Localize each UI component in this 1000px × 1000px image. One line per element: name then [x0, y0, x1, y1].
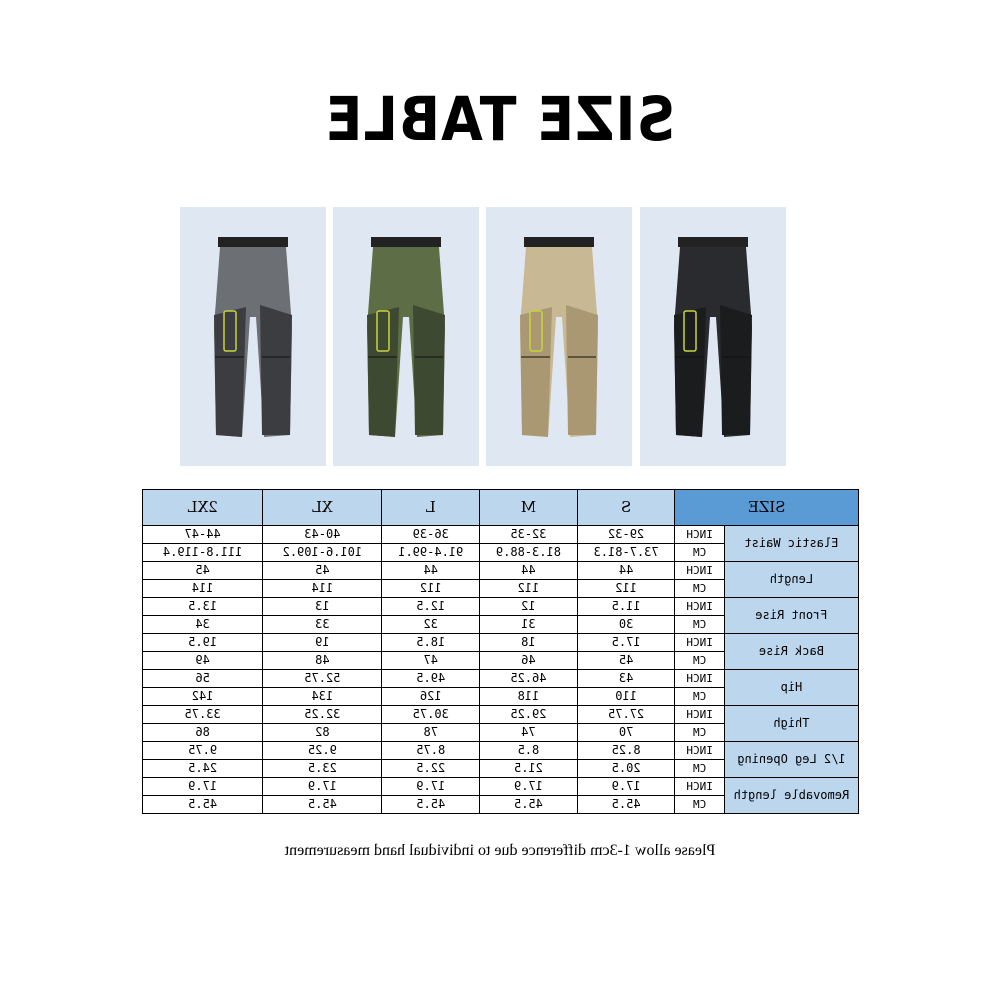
size-column-header: XL [263, 490, 382, 526]
pants-photo-grey [180, 207, 326, 466]
unit-label: CM [675, 544, 724, 562]
size-value-cell: 44 [382, 562, 480, 580]
size-value-cell: 73.7-81.3 [577, 544, 675, 562]
size-value-cell: 9.75 [143, 742, 263, 760]
unit-label: CM [675, 652, 724, 670]
size-value-cell: 21.5 [480, 760, 578, 778]
size-value-cell: 33.75 [143, 706, 263, 724]
size-value-cell: 70 [577, 724, 675, 742]
table-row [143, 742, 859, 760]
size-value-cell: 9.25 [263, 742, 382, 760]
measurement-label: Length [724, 562, 858, 598]
measurement-label: Thigh [724, 706, 858, 742]
unit-label: INCH [675, 706, 724, 724]
measurement-label: Hip [724, 670, 858, 706]
unit-label: CM [675, 796, 724, 814]
size-value-cell: 114 [143, 580, 263, 598]
size-value-cell: 45.5 [577, 796, 675, 814]
size-value-cell: 18 [480, 634, 578, 652]
size-value-cell: 20.5 [577, 760, 675, 778]
size-value-cell: 46.25 [480, 670, 578, 688]
size-value-cell: 17.9 [382, 778, 480, 796]
unit-label: INCH [675, 742, 724, 760]
size-value-cell: 30 [577, 616, 675, 634]
size-column-header: M [480, 490, 578, 526]
unit-label: INCH [675, 634, 724, 652]
size-table-header [143, 490, 859, 526]
pants-photo-green [333, 207, 479, 466]
size-value-cell: 22.5 [382, 760, 480, 778]
size-value-cell: 34 [143, 616, 263, 634]
size-value-cell: 110 [577, 688, 675, 706]
measurement-label: 1/2 Leg Opening [724, 742, 858, 778]
size-table-body [143, 526, 859, 814]
size-value-cell: 48 [263, 652, 382, 670]
size-value-cell: 46 [480, 652, 578, 670]
size-column-header: 2XL [143, 490, 263, 526]
size-value-cell: 81.3-88.9 [480, 544, 578, 562]
table-row [143, 706, 859, 724]
size-value-cell: 112 [480, 580, 578, 598]
measurement-note: Please allow 1-3cm difference due to individual hand measurement [284, 842, 716, 859]
size-value-cell: 47 [382, 652, 480, 670]
size-value-cell: 11.5 [577, 598, 675, 616]
size-value-cell: 13 [263, 598, 382, 616]
size-value-cell: 45 [263, 562, 382, 580]
size-value-cell: 36-39 [382, 526, 480, 544]
size-value-cell: 31 [480, 616, 578, 634]
size-value-cell: 114 [263, 580, 382, 598]
size-value-cell: 30.75 [382, 706, 480, 724]
size-value-cell: 32.25 [263, 706, 382, 724]
size-value-cell: 17.5 [577, 634, 675, 652]
size-value-cell: 112 [382, 580, 480, 598]
size-value-cell: 29.25 [480, 706, 578, 724]
pants-photo-black [640, 207, 786, 466]
unit-label: CM [675, 616, 724, 634]
size-value-cell: 112 [577, 580, 675, 598]
size-value-cell: 82 [263, 724, 382, 742]
page-title: SIZE TABLE [324, 84, 676, 155]
table-row [143, 778, 859, 796]
size-value-cell: 126 [382, 688, 480, 706]
size-table [142, 489, 859, 814]
size-value-cell: 8.75 [382, 742, 480, 760]
measurement-label: Removable length [724, 778, 858, 814]
size-value-cell: 32 [382, 616, 480, 634]
size-value-cell: 45.5 [263, 796, 382, 814]
size-value-cell: 49.5 [382, 670, 480, 688]
unit-label: INCH [675, 598, 724, 616]
table-row [143, 526, 859, 544]
size-value-cell: 56 [143, 670, 263, 688]
unit-label: CM [675, 688, 724, 706]
size-value-cell: 45.5 [480, 796, 578, 814]
table-row [143, 634, 859, 652]
size-value-cell: 8.25 [577, 742, 675, 760]
size-value-cell: 45 [577, 652, 675, 670]
pants-photo-khaki [486, 207, 632, 466]
unit-label: CM [675, 724, 724, 742]
size-value-cell: 8.5 [480, 742, 578, 760]
size-value-cell: 45.5 [143, 796, 263, 814]
size-value-cell: 43 [577, 670, 675, 688]
size-value-cell: 45.5 [382, 796, 480, 814]
size-value-cell: 44 [480, 562, 578, 580]
size-value-cell: 78 [382, 724, 480, 742]
measurement-label: Elastic Waist [724, 526, 858, 562]
size-value-cell: 44-47 [143, 526, 263, 544]
size-value-cell: 74 [480, 724, 578, 742]
size-value-cell: 17.9 [577, 778, 675, 796]
size-value-cell: 52.75 [263, 670, 382, 688]
size-value-cell: 18.5 [382, 634, 480, 652]
size-value-cell: 12.5 [382, 598, 480, 616]
size-value-cell: 13.5 [143, 598, 263, 616]
size-value-cell: 142 [143, 688, 263, 706]
size-value-cell: 40-43 [263, 526, 382, 544]
measurement-label: Back Rise [724, 634, 858, 670]
size-value-cell: 19.5 [143, 634, 263, 652]
size-value-cell: 17.9 [480, 778, 578, 796]
size-value-cell: 24.5 [143, 760, 263, 778]
unit-label: INCH [675, 526, 724, 544]
measurement-label: Front Rise [724, 598, 858, 634]
size-value-cell: 32-35 [480, 526, 578, 544]
size-value-cell: 49 [143, 652, 263, 670]
table-row [143, 670, 859, 688]
unit-label: INCH [675, 562, 724, 580]
size-column-header: S [577, 490, 675, 526]
size-column-header: L [382, 490, 480, 526]
size-value-cell: 91.4-99.1 [382, 544, 480, 562]
size-value-cell: 118 [480, 688, 578, 706]
size-value-cell: 101.6-109.2 [263, 544, 382, 562]
size-value-cell: 17.9 [143, 778, 263, 796]
unit-label: INCH [675, 670, 724, 688]
size-value-cell: 134 [263, 688, 382, 706]
size-value-cell: 12 [480, 598, 578, 616]
table-row [143, 598, 859, 616]
size-value-cell: 111.8-119.4 [143, 544, 263, 562]
size-value-cell: 44 [577, 562, 675, 580]
size-value-cell: 19 [263, 634, 382, 652]
size-value-cell: 27.75 [577, 706, 675, 724]
size-value-cell: 17.9 [263, 778, 382, 796]
unit-label: CM [675, 580, 724, 598]
size-value-cell: 33 [263, 616, 382, 634]
size-value-cell: 29-32 [577, 526, 675, 544]
unit-label: INCH [675, 778, 724, 796]
unit-label: CM [675, 760, 724, 778]
size-value-cell: 86 [143, 724, 263, 742]
size-header-cell: SIZE [675, 490, 859, 526]
size-value-cell: 23.5 [263, 760, 382, 778]
table-row [143, 562, 859, 580]
size-value-cell: 45 [143, 562, 263, 580]
